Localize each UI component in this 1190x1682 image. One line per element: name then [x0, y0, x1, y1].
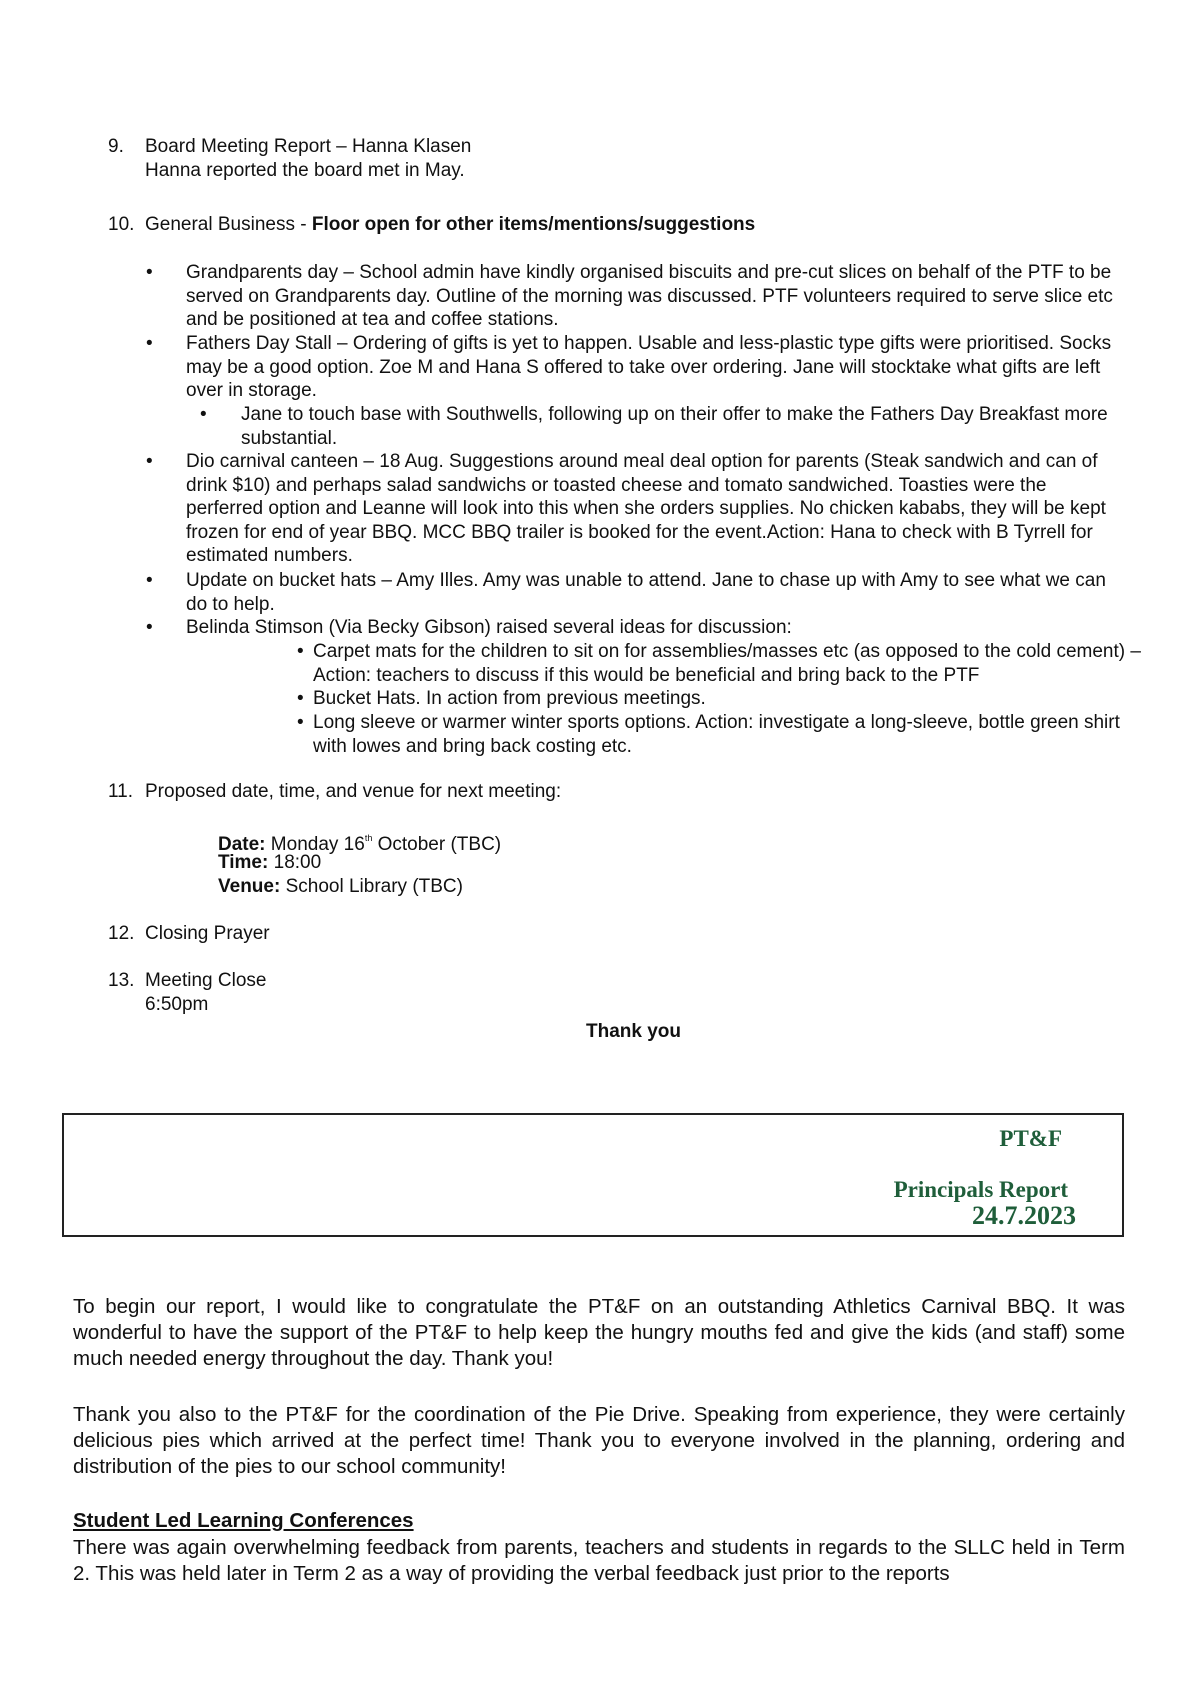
venue-label: Venue:: [218, 876, 281, 897]
bullet-grandparents-day: Grandparents day – School admin have kindly organised biscuits and pre-cut slices on behalf of the PTF to be served on Grandparents day. Outline of the morning was discussed. PTF volunteers required to serve slice etc and be positioned at tea and coffee stations.: [186, 262, 1113, 330]
date-label: Date:: [218, 834, 266, 855]
bullet-belinda-ideas: Belinda Stimson (Via Becky Gibson) raised several ideas for discussion:: [186, 617, 792, 638]
bullet-fathers-day-stall: Fathers Day Stall – Ordering of gifts is yet to happen. Usable and less-plastic type gifts were prioritised. Socks may be a good option. Zoe M and Hana S offered to take over ordering. Jane will stocktake what gifts are left over in storage.: [186, 333, 1112, 401]
item-13-detail: 6:50pm: [145, 994, 209, 1015]
date-ordinal: th: [364, 833, 373, 843]
sub-bullet-winter-sports: Long sleeve or warmer winter sports options. Action: investigate a long-sleeve, bottle green shirt with lowes and bring back costing etc.: [313, 712, 1120, 757]
sub-bullet-southwells: Jane to touch base with Southwells, following up on their offer to make the Fathers Day Breakfast more substantial.: [241, 404, 1108, 449]
item-13-title: Meeting Close: [145, 970, 267, 991]
report-title: Principals Report: [893, 1177, 1068, 1202]
next-meeting-time: [218, 851, 321, 875]
item-9-title: Board Meeting Report – Hanna Klasen: [145, 136, 472, 157]
item-10-title-bold: Floor open for other items/mentions/suggestions: [311, 214, 756, 235]
next-meeting-venue: [218, 875, 463, 899]
bullet-bucket-hats-update: Update on bucket hats – Amy Illes. Amy was unable to attend. Jane to chase up with Amy to see what we can do to help.: [186, 570, 1106, 615]
date-value-month: October (TBC): [372, 834, 502, 855]
report-paragraph-pie-drive: Thank you also to the PT&F for the coordination of the Pie Drive. Speaking from experience, they were certainly delicious pies which arrived at the perfect time! Thank you to everyone involved in the planning, ordering and distribution of the pies to our school community!: [73, 1403, 1125, 1478]
bullet-icon: •: [297, 688, 304, 709]
bullet-icon: •: [146, 451, 153, 472]
bullet-icon: •: [297, 712, 304, 733]
item-9-detail: Hanna reported the board met in May.: [145, 160, 465, 181]
thank-you: Thank you: [586, 1021, 682, 1042]
time-value: 18:00: [268, 852, 322, 873]
bullet-dio-carnival-canteen: Dio carnival canteen – 18 Aug. Suggestions around meal deal option for parents (Steak sandwich and can of drink $10) and perhaps salad sandwichs or toasted cheese and tomato sandwiched. Toasties were the perferred option and Leanne will look into this when she orders supplies. No chicken kababs, they will be kept frozen for end of year BBQ. MCC BBQ trailer is booked for the event.Action: Hana to check with B Tyrrell for estimated numbers.: [186, 451, 1106, 566]
item-10-title-prefix: General Business -: [145, 214, 312, 235]
bullet-icon: •: [297, 641, 304, 662]
bullet-icon: •: [200, 404, 207, 425]
item-9-number: 9.: [108, 136, 124, 157]
time-label: Time:: [218, 852, 269, 873]
item-11-number: 11.: [108, 781, 134, 802]
sub-bullet-bucket-hats: Bucket Hats. In action from previous meetings.: [313, 688, 706, 709]
bullet-icon: •: [146, 570, 153, 591]
item-13-number: 13.: [108, 970, 135, 991]
item-10-title: [145, 213, 755, 237]
report-org: PT&F: [999, 1126, 1062, 1151]
report-header-box: [62, 1113, 1124, 1237]
item-12-number: 12.: [108, 923, 135, 944]
bullet-icon: •: [146, 617, 153, 638]
bullet-icon: •: [146, 262, 153, 283]
item-11-title: Proposed date, time, and venue for next meeting:: [145, 781, 562, 802]
report-paragraph-sllc: There was again overwhelming feedback from parents, teachers and students in regards to the SLLC held in Term 2. This was held later in Term 2 as a way of providing the verbal feedback just prior to the reports: [73, 1536, 1125, 1585]
section-heading-sllc: Student Led Learning Conferences: [73, 1509, 414, 1532]
report-paragraph-athletics: To begin our report, I would like to congratulate the PT&F on an outstanding Athletics Carnival BBQ. It was wonderful to have the support of the PT&F to help keep the hungry mouths fed and give the kids (and staff) some much needed energy throughout the day. Thank you!: [73, 1295, 1125, 1370]
report-date: 24.7.2023: [972, 1201, 1076, 1230]
item-10-number: 10.: [108, 214, 135, 235]
sub-bullet-carpet-mats: Carpet mats for the children to sit on for assemblies/masses etc (as opposed to the cold cement) – Action: teachers to discuss if this would be beneficial and bring back to the PTF: [313, 641, 1141, 686]
item-12-title: Closing Prayer: [145, 923, 270, 944]
venue-value: School Library (TBC): [280, 876, 463, 897]
date-value: Monday 16: [265, 834, 365, 855]
bullet-icon: •: [146, 333, 153, 354]
